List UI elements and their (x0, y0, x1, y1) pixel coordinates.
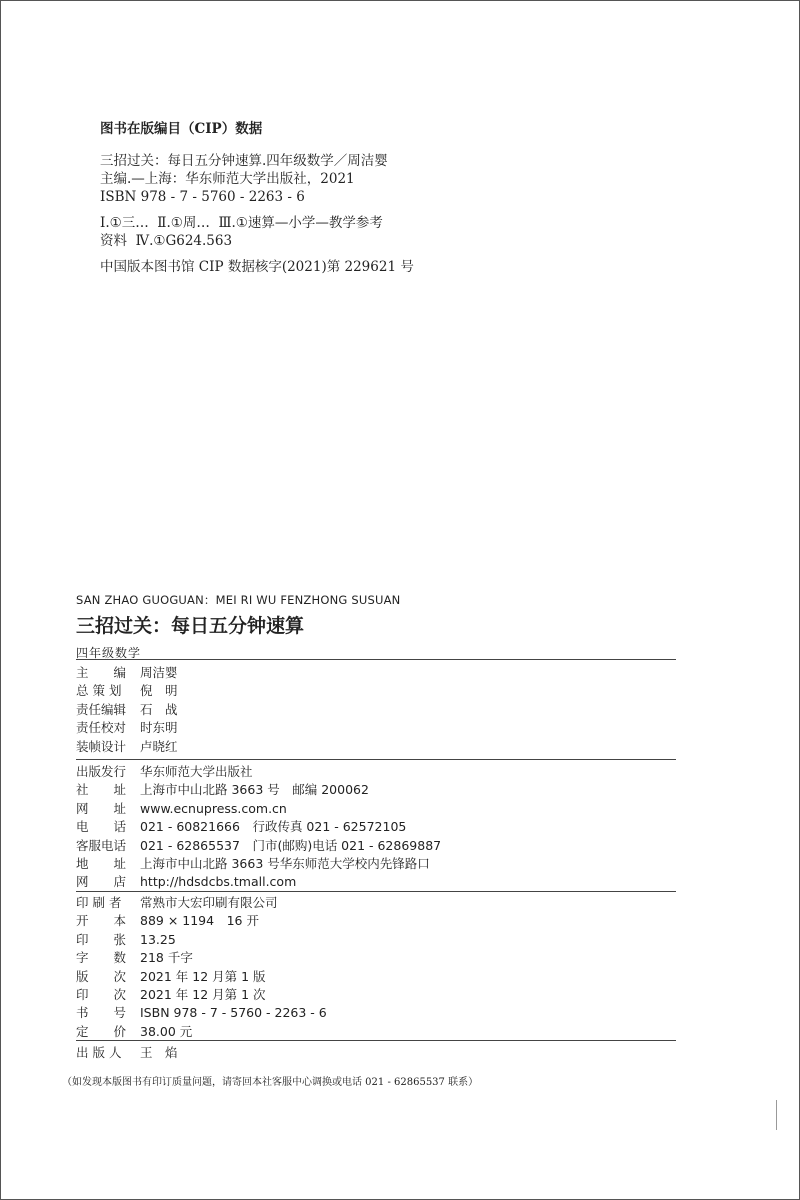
kv-value: 889 × 1194 16 开 (140, 913, 259, 929)
cip-title: 图书在版编目（CIP）数据 (100, 121, 263, 137)
kv-key: 定 价 (76, 1023, 127, 1039)
divider-2 (76, 759, 676, 760)
cip-gap (100, 250, 414, 258)
kv-value: 常熟市大宏印刷有限公司 (140, 895, 278, 910)
kv-value: http://hdsdcbs.tmall.com (140, 874, 297, 890)
kv-value: 时东明 (140, 720, 178, 736)
cip-line: 三招过关：每日五分钟速算.四年级数学／周洁婴 (100, 153, 388, 169)
kv-key: 客服电话 (76, 837, 127, 853)
kv-row (76, 968, 327, 986)
book-title: 三招过关：每日五分钟速算 (76, 615, 305, 637)
book-grade: 四年级数学 (76, 646, 142, 660)
kv-row (76, 719, 178, 737)
kv-row (76, 894, 327, 912)
kv-value: 13.25 (140, 931, 176, 947)
credits-list (76, 664, 178, 756)
kv-value: 021 - 62865537 门市(邮购)电话 021 - 62869887 (140, 837, 442, 853)
kv-key: 责任校对 (76, 720, 127, 736)
kv-key: 版 次 (76, 968, 127, 984)
cip-line: Ⅰ.①三… Ⅱ.①周… Ⅲ.①速算—小学—教学参考 (100, 215, 383, 231)
cip-block (100, 120, 414, 276)
kv-value: 倪 明 (140, 683, 178, 699)
kv-key: 印 张 (76, 931, 127, 947)
cip-line: ISBN 978 - 7 - 5760 - 2263 - 6 (100, 189, 305, 205)
kv-key: 总 策 划 (76, 683, 122, 699)
kv-key: 开 本 (76, 913, 127, 929)
kv-row (76, 738, 178, 756)
kv-key: 印 刷 者 (76, 895, 122, 910)
divider-3 (76, 891, 676, 892)
kv-key: 装帧设计 (76, 738, 127, 754)
kv-row (76, 818, 441, 836)
cip-line: 中国版本图书馆 CIP 数据核字(2021)第 229621 号 (100, 259, 414, 275)
cip-gap (100, 206, 414, 214)
kv-row (76, 837, 441, 855)
kv-value: 周洁婴 (140, 665, 178, 680)
print-list (76, 894, 327, 1041)
kv-value: 上海市中山北路 3663 号 邮编 200062 (140, 782, 369, 798)
kv-row (76, 1023, 327, 1041)
kv-key: 电 话 (76, 819, 127, 835)
cip-line: 资料 Ⅳ.①G624.563 (100, 233, 233, 249)
publisher-list (76, 763, 441, 892)
kv-key: 地 址 (76, 855, 127, 871)
kv-value: 021 - 60821666 行政传真 021 - 62572105 (140, 819, 407, 835)
kv-row (76, 701, 178, 719)
publisher-person (76, 1044, 178, 1062)
kv-key: 出 版 人 (76, 1045, 122, 1060)
quality-notice: （如发现本版图书有印订质量问题，请寄回本社客服中心调换或电话 021 - 62865537 联系） (62, 1077, 479, 1088)
kv-key: 印 次 (76, 986, 127, 1002)
kv-value: 218 千字 (140, 950, 193, 966)
kv-value: 王 焰 (140, 1045, 178, 1060)
divider-4 (76, 1040, 676, 1041)
kv-value: 38.00 元 (140, 1023, 193, 1039)
kv-value: 卢晓红 (140, 738, 178, 754)
kv-row (76, 1044, 178, 1062)
kv-value: 2021 年 12 月第 1 次 (140, 986, 266, 1002)
kv-key: 网 店 (76, 874, 127, 890)
kv-row (76, 781, 441, 799)
kv-key: 出版发行 (76, 764, 127, 779)
kv-value: 2021 年 12 月第 1 版 (140, 968, 266, 984)
kv-value: 石 战 (140, 701, 178, 717)
kv-value: 上海市中山北路 3663 号华东师范大学校内先锋路口 (140, 855, 430, 871)
kv-value: www.ecnupress.com.cn (140, 800, 287, 816)
kv-key: 字 数 (76, 950, 127, 966)
kv-key: 书 号 (76, 1005, 127, 1021)
kv-value: 华东师范大学出版社 (140, 764, 253, 779)
kv-row (76, 912, 327, 930)
kv-row (76, 800, 441, 818)
kv-row (76, 763, 441, 781)
kv-row (76, 664, 178, 682)
kv-row (76, 931, 327, 949)
kv-row (76, 682, 178, 700)
kv-row (76, 986, 327, 1004)
kv-key: 网 址 (76, 800, 127, 816)
divider-1 (76, 659, 676, 660)
kv-row (76, 949, 327, 967)
kv-key: 主 编 (76, 665, 127, 680)
kv-row (76, 855, 441, 873)
book-header (76, 592, 400, 661)
kv-row (76, 1004, 327, 1022)
book-pinyin: SAN ZHAO GUOGUAN：MEI RI WU FENZHONG SUSUAN (76, 593, 401, 607)
kv-key: 社 址 (76, 782, 127, 798)
scan-mark (776, 1100, 777, 1130)
cip-lines (100, 152, 414, 276)
kv-value: ISBN 978 - 7 - 5760 - 2263 - 6 (140, 1005, 327, 1021)
kv-row (76, 873, 441, 891)
kv-key: 责任编辑 (76, 701, 127, 717)
cip-line: 主编.—上海：华东师范大学出版社，2021 (100, 171, 355, 187)
